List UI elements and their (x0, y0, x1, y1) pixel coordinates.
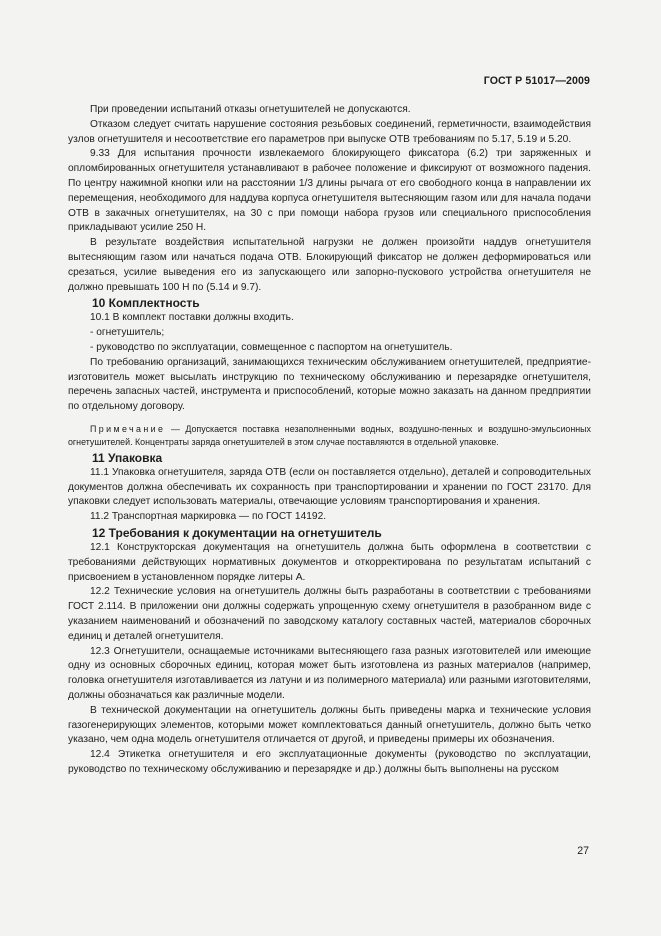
paragraph: 12.4 Этикетка огнетушителя и его эксплуатационные документы (руководство по эксплуатации, руководство по техническому обслуживанию и перезарядке и др.) должны быть выполнены на русском (68, 749, 591, 775)
paragraph: 12.2 Технические условия на огнетушитель должны быть разработаны в соответствии с требованиями ГОСТ 2.114. В приложении они должны содержать упрощенную схему огнетушителя в разобранном виде с указанием наименований и обозначений по заводскому каталогу составных частей, материалов сборочных единиц и деталей огнетушителя. (68, 586, 591, 642)
paragraph: Отказом следует считать нарушение состояния резьбовых соединений, герметичности, взаимодействия узлов огнетушителя и несоответствие его параметров при выпуске ОТВ требованиям по 5.17, 5.19 и 5.20. (68, 118, 591, 145)
section-heading-10: 10 Комплектность (92, 296, 200, 311)
paragraph: 12.1 Конструкторская документация на огнетушитель должна быть оформлена в соответствии с требованиями действующих нормативных документов и откорректирована по результатам испытаний с присвоением в установленном порядке литеры А. (68, 541, 591, 583)
paragraph: По требованию организаций, занимающихся техническим обслуживанием огнетушителей, предприятие-изготовитель может высылать инструкцию по техническому обслуживанию и перезарядке огнетушителя, перечень запасных частей, инструмента и приспособлений, которые можно заказать на данном предприятии по отдельному договору. (68, 356, 591, 413)
note (68, 423, 591, 450)
page-number: 27 (577, 845, 589, 857)
paragraph: При проведении испытаний отказы огнетушителей не допускаются. (90, 104, 411, 115)
paragraph: 10.1 В комплект поставки должны входить. (90, 312, 294, 324)
note-text: — Допускается поставка незаполненными водных, воздушно-пенных и воздушно-эмульсионных огнетушителей. Концентраты заряда огнетушителей в этом случае поставляются в отдельной упаковке. (68, 423, 591, 448)
list-item: - огнетушитель; (90, 327, 165, 339)
paragraph: В результате воздействия испытательной нагрузки не должен произойти наддув огнетушителя вытесняющим газом или начаться подача ОТВ. Блокирующий фиксатор не должен деформироваться или срезаться, усилие выведения его из запускающего или запорно-пускового устройства огнетушителя не должно превышать 100 Н по (5.14 и 9.7). (68, 237, 591, 293)
paragraph: 11.1 Упаковка огнетушителя, заряда ОТВ (если он поставляется отдельно), деталей и сопроводительных документов должна обеспечивать их сохранность при транспортировании и хранении по ГОСТ 23170. Для упаковки следует использовать материалы, отвечающие условиям транспортирования и хранения. (68, 466, 591, 508)
page-content (68, 103, 591, 778)
paragraph: 9.33 Для испытания прочности извлекаемого блокирующего фиксатора (6.2) три заряженных и опломбированных огнетушителя устанавливают в рабочее положение и фиксируют от возможного падения. По центру нажимной кнопки или на расстоянии 1/3 длины рычага от его свободного конца в направлении их перемещения, необходимого для наддува корпуса огнетушителя вытесняющим газом или для начала подачи ОТВ в закачных огнетушителях, на 30 с при помощи набора грузов или специального приспособления прикладывают усилие 250 Н. (68, 148, 591, 234)
paragraph: В технической документации на огнетушитель должны быть приведены марка и технические условия газогенерирующих элементов, которыми может комплектоваться данный огнетушитель, должно быть четко указано, чем одна модель огнетушителя отличается от другой, и приведены примеры их обозначения. (68, 704, 591, 746)
paragraph: 12.3 Огнетушители, оснащаемые источниками вытесняющего газа разных изготовителей или имеющие одну из основных сборочных единиц, которая может быть изготовлена из разных материалов (например, головка огнетушителя изготавливается из латуни и из полимерного материала) или разными изготовителями, должны обозначаться как различные модели. (68, 645, 591, 701)
section-heading-11: 11 Упаковка (92, 450, 163, 465)
note-label: Примечание (90, 423, 166, 434)
paragraph: 11.2 Транспортная маркировка — по ГОСТ 14192. (90, 511, 327, 523)
section-heading-12: 12 Требования к документации на огнетушитель (92, 525, 382, 540)
standard-header: ГОСТ Р 51017—2009 (483, 75, 590, 87)
list-item: - руководство по эксплуатации, совмещенное с паспортом на огнетушитель. (90, 341, 453, 353)
